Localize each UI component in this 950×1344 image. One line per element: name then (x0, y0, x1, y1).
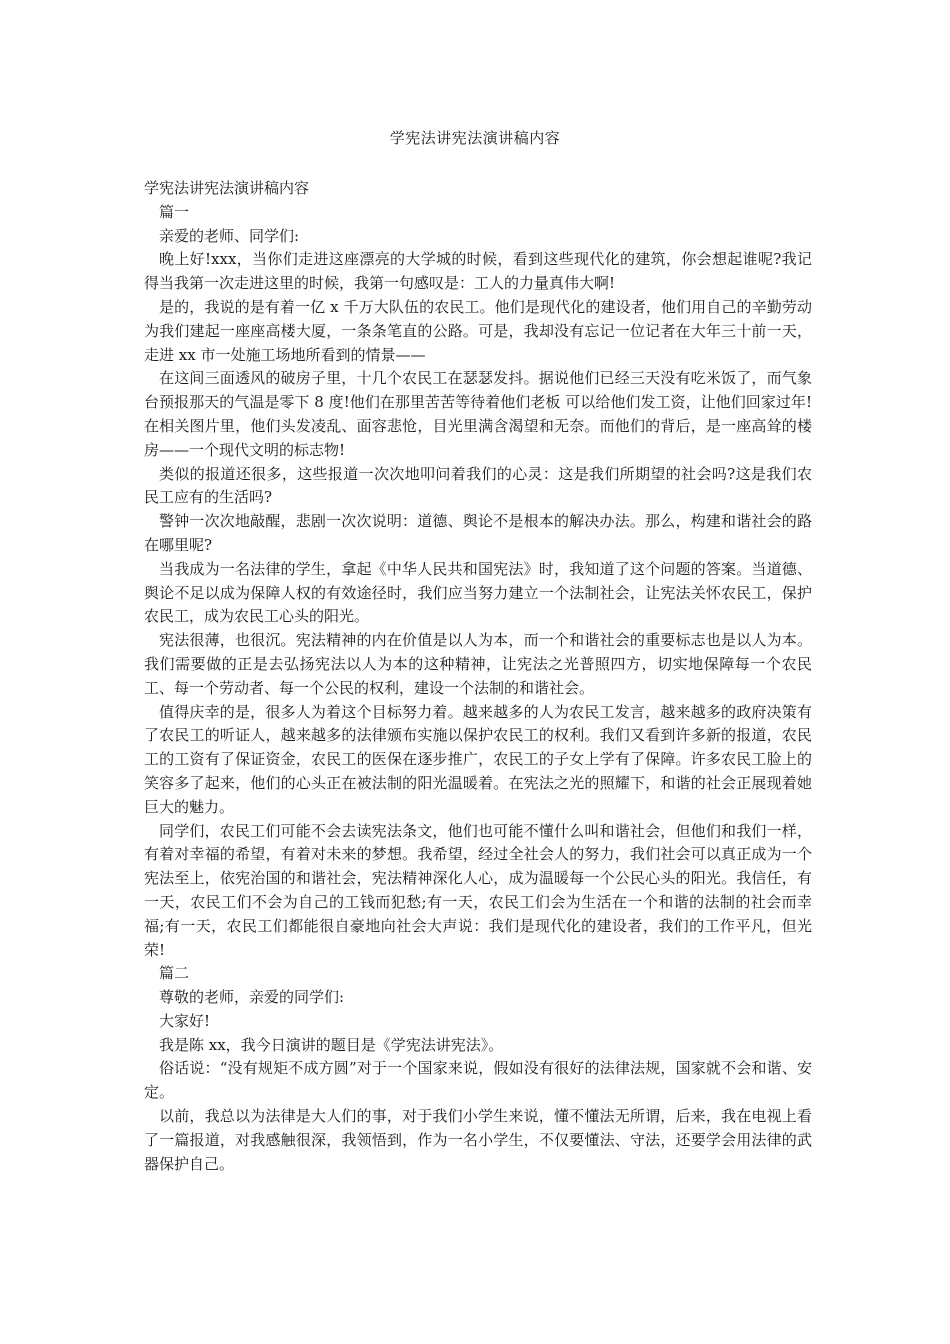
paragraph: 尊敬的老师，亲爱的同学们: (159, 988, 345, 1007)
paragraph: 警钟一次次地敲醒，悲剧一次次说明：道德、舆论不是根本的解决办法。那么，构建和谐社会的路在哪里呢? (144, 512, 812, 554)
paragraph: 宪法很薄，也很沉。宪法精神的内在价值是以人为本，而一个和谐社会的重要标志也是以人为本。我们需要做的正是去弘扬宪法以人为本的这种精神，让宪法之光普照四方，切实地保障每一个农民工、每一个劳动者、每一个公民的权利，建设一个法制的和谐社会。 (144, 631, 812, 697)
section-label-1: 篇一 (159, 202, 190, 221)
paragraph: 是的，我说的是有着一亿 x 千万大队伍的农民工。他们是现代化的建设者，他们用自己的辛勤劳动为我们建起一座座高楼大厦，一条条笔直的公路。可是，我却没有忘记一位记者在大年三十前一天，走进 xx 市一处施工场地所看到的情景—— (144, 297, 812, 364)
paragraph: 值得庆幸的是，很多人为着这个目标努力着。越来越多的人为农民工发言，越来越多的政府决策有了农民工的听证人，越来越多的法律颁布实施以保护农民工的权利。我们又看到许多新的报道，农民工的工资有了保证资金，农民工的医保在逐步推广，农民工的子女上学有了保障。许多农民工脸上的笑容多了起来，他们的心头正在被法制的阳光温暖着。在宪法之光的照耀下，和谐的社会正展现着她巨大的魅力。 (144, 702, 812, 816)
paragraph: 亲爱的老师、同学们: (159, 226, 300, 245)
paragraph: 同学们，农民工们可能不会去读宪法条文，他们也可能不懂什么叫和谐社会，但他们和我们一样，有着对幸福的希望，有着对未来的梦想。我希望，经过全社会人的努力，我们社会可以真正成为一个宪法至上，依宪治国的和谐社会，宪法精神深化人心，成为温暖每一个公民心头的阳光。我信任，有一天，农民工们不会为自己的工钱而犯愁;有一天，农民工们会为生活在一个和谐的法制的社会而幸福;有一天，农民工们都能很自豪地向社会大声说：我们是现代化的建设者，我们的工作平凡，但光荣! (144, 821, 812, 959)
paragraph: 大家好! (159, 1011, 211, 1030)
paragraph: 类似的报道还很多，这些报道一次次地叩问着我们的心灵：这是我们所期望的社会吗?这是我们农民工应有的生活吗? (144, 464, 812, 507)
document-title: 学宪法讲宪法演讲稿内容 (389, 129, 561, 147)
paragraph: 当我成为一名法律的学生，拿起《中华人民共和国宪法》时，我知道了这个问题的答案。当道德、舆论不足以成为保障人权的有效途径时，我们应当努力建立一个法制社会，让宪法关怀农民工，保护农民工，成为农民工心头的阳光。 (144, 559, 812, 626)
paragraph: 我是陈 xx，我今日演讲的题目是《学宪法讲宪法》。 (159, 1035, 504, 1054)
paragraph: 俗话说：“没有规矩不成方圆”对于一个国家来说，假如没有很好的法律法规，国家就不会和谐、安定。 (144, 1059, 812, 1102)
paragraph: 以前，我总以为法律是大人们的事，对于我们小学生来说，懂不懂法无所谓，后来，我在电视上看了一篇报道，对我感触很深，我领悟到，作为一名小学生，不仅要懂法、守法，还要学会用法律的武器保护自己。 (144, 1107, 812, 1173)
section-label-2: 篇二 (159, 964, 190, 983)
paragraph: 晚上好!xxx，当你们走进这座漂亮的大学城的时候，看到这些现代化的建筑，你会想起谁呢?我记得当我第一次走进这里的时候，我第一句感叹是：工人的力量真伟大啊! (144, 250, 812, 293)
body-heading: 学宪法讲宪法演讲稿内容 (144, 179, 310, 197)
document-body (144, 177, 812, 1176)
paragraph: 在这间三面透风的破房子里，十几个农民工在瑟瑟发抖。据说他们已经三天没有吃米饭了，而气象台预报那天的气温是零下 8 度!他们在那里苦苦等待着他们老板 可以给他们发工资，让他们回家过年!在相关图片里，他们头发凌乱、面容悲怆，目光里满含渴望和无奈。而他们的背后，是一座高耸的楼房——一个现代文明的标志物! (144, 369, 812, 459)
